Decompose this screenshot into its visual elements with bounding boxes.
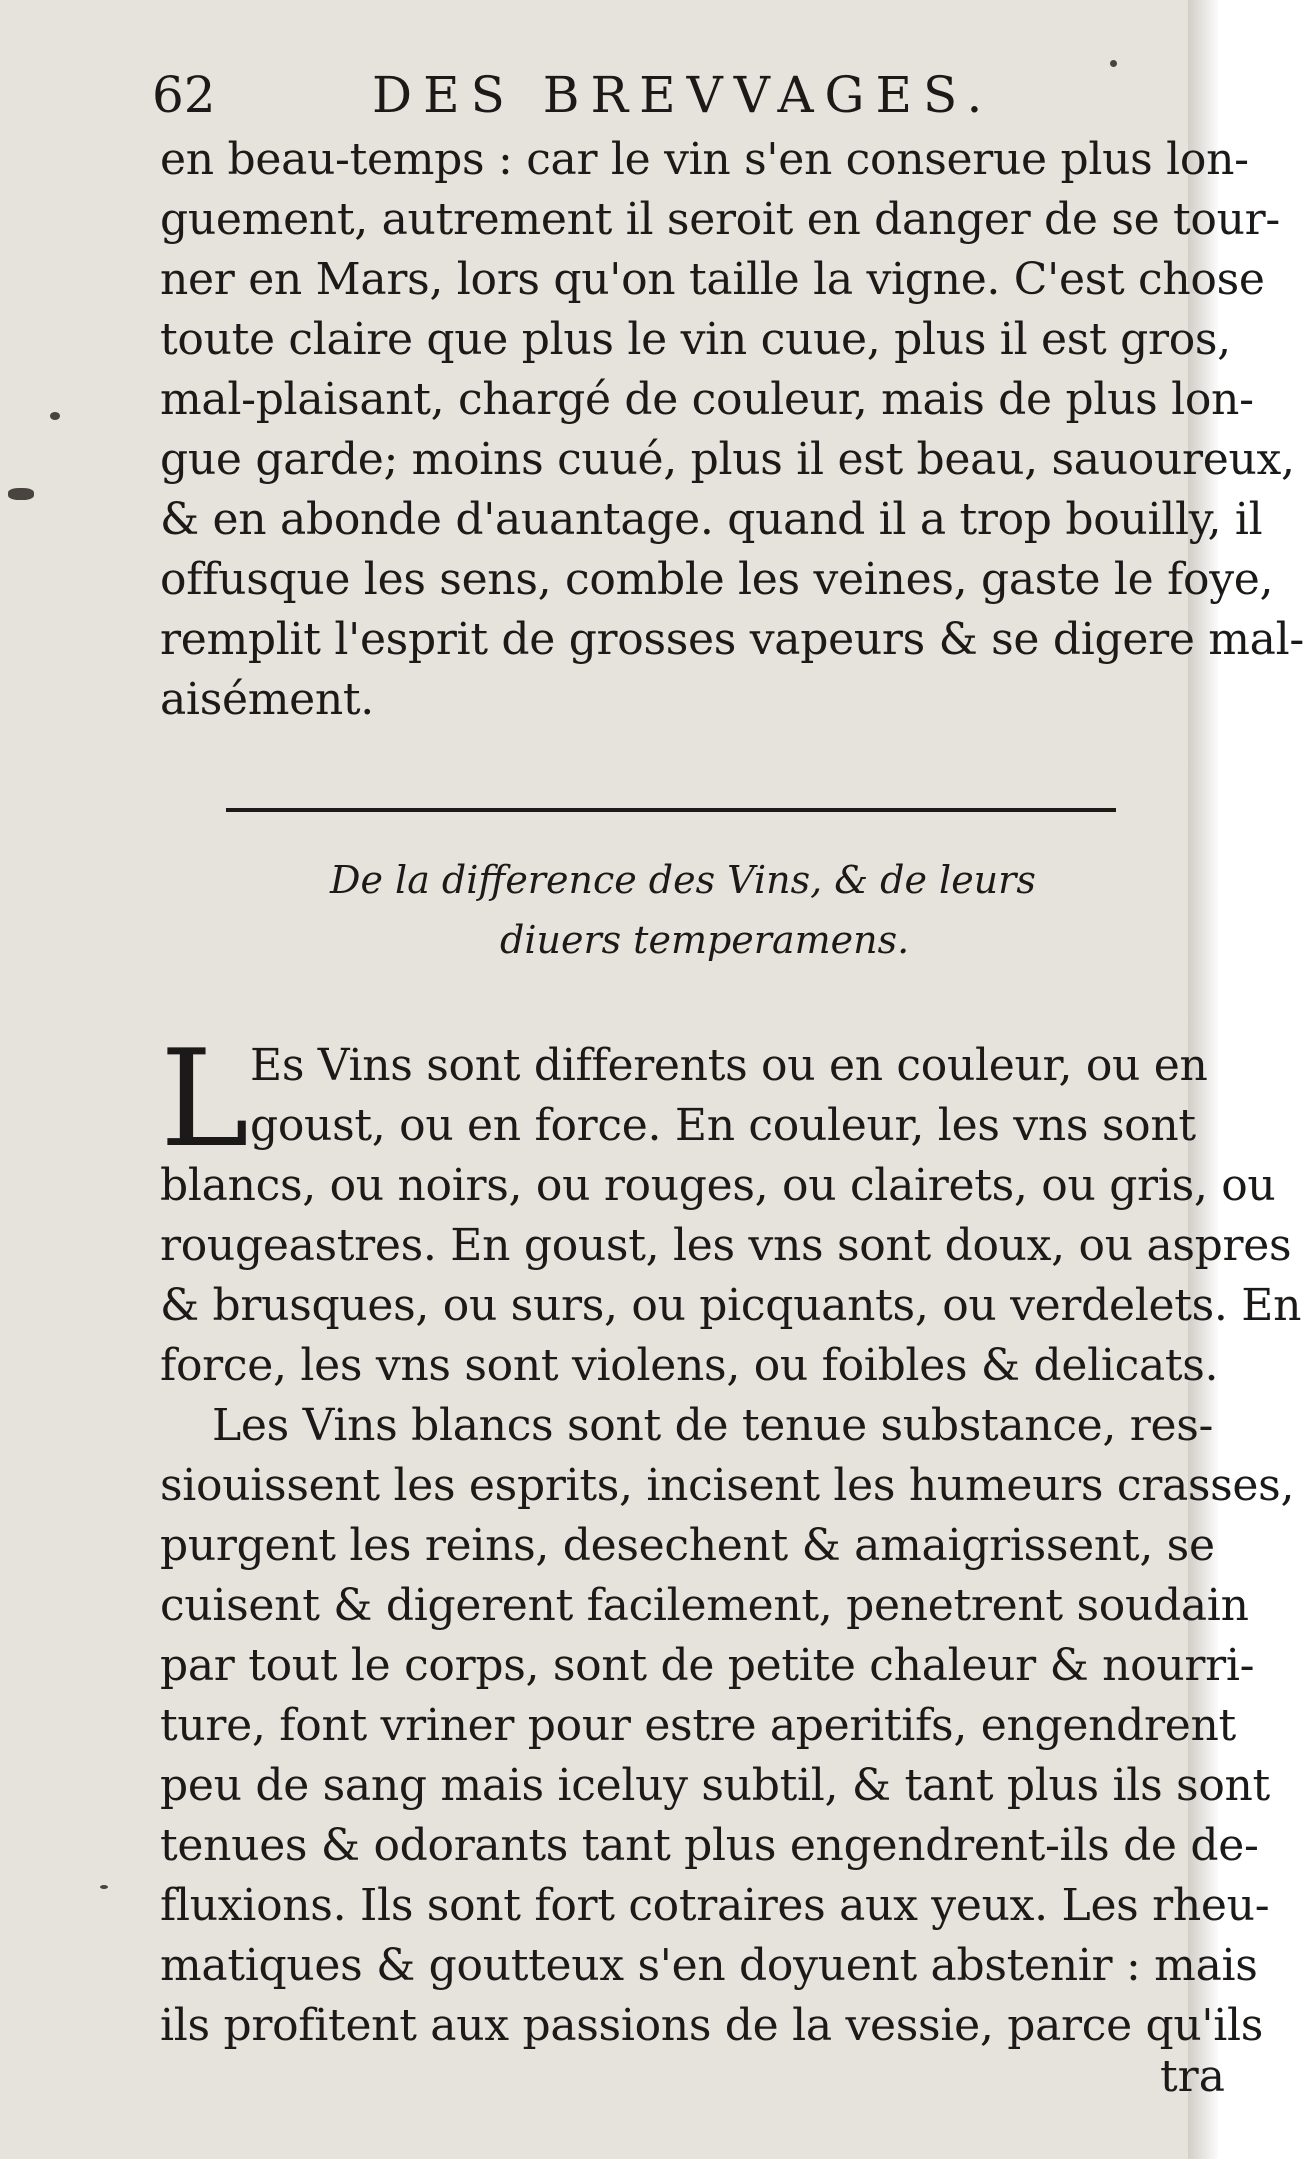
page-header: [152, 60, 1212, 130]
text-line: tenues & odorants tant plus engendrent-ils de de-: [160, 1820, 1259, 1871]
ink-speck: [50, 412, 60, 420]
text-line: fluxions. Ils sont fort cotraires aux yeux. Les rheu-: [160, 1880, 1270, 1931]
text-line: aisément.: [160, 674, 374, 725]
text-line: & brusques, ou surs, ou picquants, ou verdelets. En: [160, 1280, 1302, 1331]
text-line: force, les vns sont violens, ou foibles & delicats.: [160, 1340, 1219, 1391]
text-line: blancs, ou noirs, ou rouges, ou clairets, ou gris, ou: [160, 1160, 1276, 1211]
text-line: guement, autrement il seroit en danger de se tour-: [160, 194, 1280, 245]
text-line: Es Vins sont differents ou en couleur, ou en: [250, 1040, 1208, 1091]
text-line: toute claire que plus le vin cuue, plus il est gros,: [160, 314, 1231, 365]
text-line: peu de sang mais iceluy subtil, & tant plus ils sont: [160, 1760, 1270, 1811]
text-line: gue garde; moins cuué, plus il est beau, sauoureux,: [160, 434, 1295, 485]
text-line: matiques & goutteux s'en doyuent abstenir : mais: [160, 1940, 1258, 1991]
page-number: 62: [152, 66, 216, 124]
text-line: ils profitent aux passions de la vessie, parce qu'ils: [160, 2000, 1264, 2051]
text-line: ner en Mars, lors qu'on taille la vigne. C'est chose: [160, 254, 1265, 305]
drop-cap: L: [160, 1021, 249, 1177]
text-line: goust, ou en force. En couleur, les vns sont: [250, 1100, 1196, 1151]
text-line: rougeastres. En goust, les vns sont doux, ou aspres: [160, 1220, 1292, 1271]
running-head: DES BREVVAGES.: [372, 66, 994, 124]
catchword: tra: [1160, 2051, 1225, 2102]
text-line: ture, font vriner pour estre aperitifs, engendrent: [160, 1700, 1236, 1751]
text-line: cuisent & digerent facilement, penetrent soudain: [160, 1580, 1249, 1631]
section-heading-line: De la difference des Vins, & de leurs: [330, 858, 1036, 902]
horizontal-rule: [226, 808, 1116, 812]
text-line: offusque les sens, comble les veines, gaste le foye,: [160, 554, 1274, 605]
ink-speck: [1110, 60, 1117, 67]
text-line: Les Vins blancs sont de tenue substance, res-: [212, 1400, 1214, 1451]
text-line: mal-plaisant, chargé de couleur, mais de plus lon-: [160, 374, 1254, 425]
section-heading-line: diuers temperamens.: [500, 918, 910, 962]
text-line: par tout le corps, sont de petite chaleur & nourri-: [160, 1640, 1255, 1691]
text-line: siouissent les esprits, incisent les humeurs crasses,: [160, 1460, 1295, 1511]
ink-speck: [8, 488, 34, 500]
text-line: & en abonde d'auantage. quand il a trop bouilly, il: [160, 494, 1263, 545]
ink-speck: [100, 1885, 108, 1889]
text-line: remplit l'esprit de grosses vapeurs & se digere mal-: [160, 614, 1304, 665]
text-line: en beau-temps : car le vin s'en conserue plus lon-: [160, 134, 1249, 185]
text-line: purgent les reins, desechent & amaigrissent, se: [160, 1520, 1215, 1571]
